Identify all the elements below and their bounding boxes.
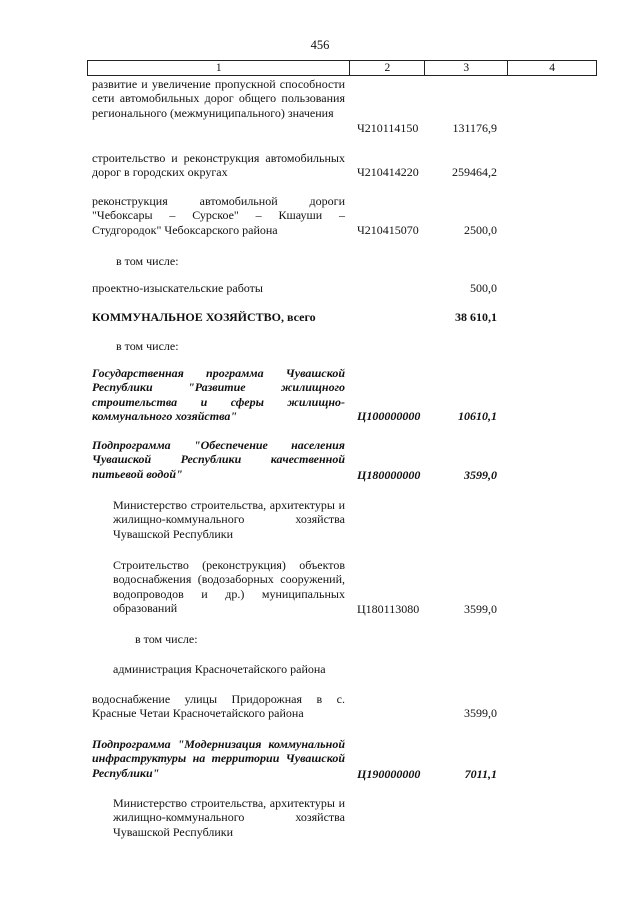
row-amount: 3599,0 xyxy=(464,468,497,482)
row-code: Ч210414220 xyxy=(357,165,419,179)
row-name: Подпрограмма "Обеспечение населения Чувашской Республики качественной питьевой водой" xyxy=(92,438,345,481)
row-code: Ч210114150 xyxy=(357,121,419,135)
row-name: в том числе: xyxy=(135,632,198,646)
row-code: Ч210415070 xyxy=(357,223,419,237)
header-col-3: 3 xyxy=(425,61,508,75)
row-name: строительство и реконструкция автомобильных дорог в городских округах xyxy=(92,151,345,180)
row-amount: 3599,0 xyxy=(464,602,497,616)
row-name: Подпрограмма "Модернизация коммунальной инфраструктуры на территории Чувашской Республики" xyxy=(92,737,345,780)
row-name: Министерство строительства, архитектуры и жилищно-коммунального хозяйства Чувашской Республики xyxy=(113,796,345,839)
row-name: КОММУНАЛЬНОЕ ХОЗЯЙСТВО, всего xyxy=(92,310,316,324)
header-col-4: 4 xyxy=(549,62,555,74)
row-name: проектно-изыскательские работы xyxy=(92,281,263,295)
row-amount: 38 610,1 xyxy=(455,310,497,324)
row-amount: 10610,1 xyxy=(458,409,497,423)
header-col-2: 2 xyxy=(350,61,425,75)
row-amount: 2500,0 xyxy=(464,223,497,237)
row-name: реконструкция автомобильной дороги "Чебоксары – Сурское" – Кшауши – Студгородок" Чебоксарского района xyxy=(92,194,345,237)
row-amount: 259464,2 xyxy=(452,165,497,179)
row-code: Ц180000000 xyxy=(357,468,421,482)
row-name: Министерство строительства, архитектуры и жилищно-коммунального хозяйства Чувашской Республики xyxy=(113,498,345,541)
row-amount: 7011,1 xyxy=(464,767,497,781)
row-code: Ц180113080 xyxy=(357,602,420,616)
row-name: в том числе: xyxy=(116,339,179,353)
row-amount: 500,0 xyxy=(470,281,497,295)
row-code: Ц100000000 xyxy=(357,409,421,423)
header-col-1: 1 xyxy=(88,61,350,75)
page-number: 456 xyxy=(310,38,330,52)
row-name: администрация Красночетайского района xyxy=(113,662,326,676)
row-code: Ц190000000 xyxy=(357,767,421,781)
row-amount: 131176,9 xyxy=(452,121,497,135)
table-header xyxy=(87,60,597,76)
row-name: развитие и увеличение пропускной способности сети автомобильных дорог общего пользования регионального (межмуниципального) значения xyxy=(92,77,345,120)
row-name: в том числе: xyxy=(116,254,179,268)
row-name: водоснабжение улицы Придорожная в с. Красные Четаи Красночетайского района xyxy=(92,692,345,721)
row-name: Строительство (реконструкция) объектов водоснабжения (водозаборных сооружений, водопроводов и др.) муниципальных образований xyxy=(113,558,345,616)
row-name: Государственная программа Чувашской Республики "Развитие жилищного строительства и сферы жилищно-коммунального хозяйства" xyxy=(92,366,345,424)
row-amount: 3599,0 xyxy=(464,706,497,720)
